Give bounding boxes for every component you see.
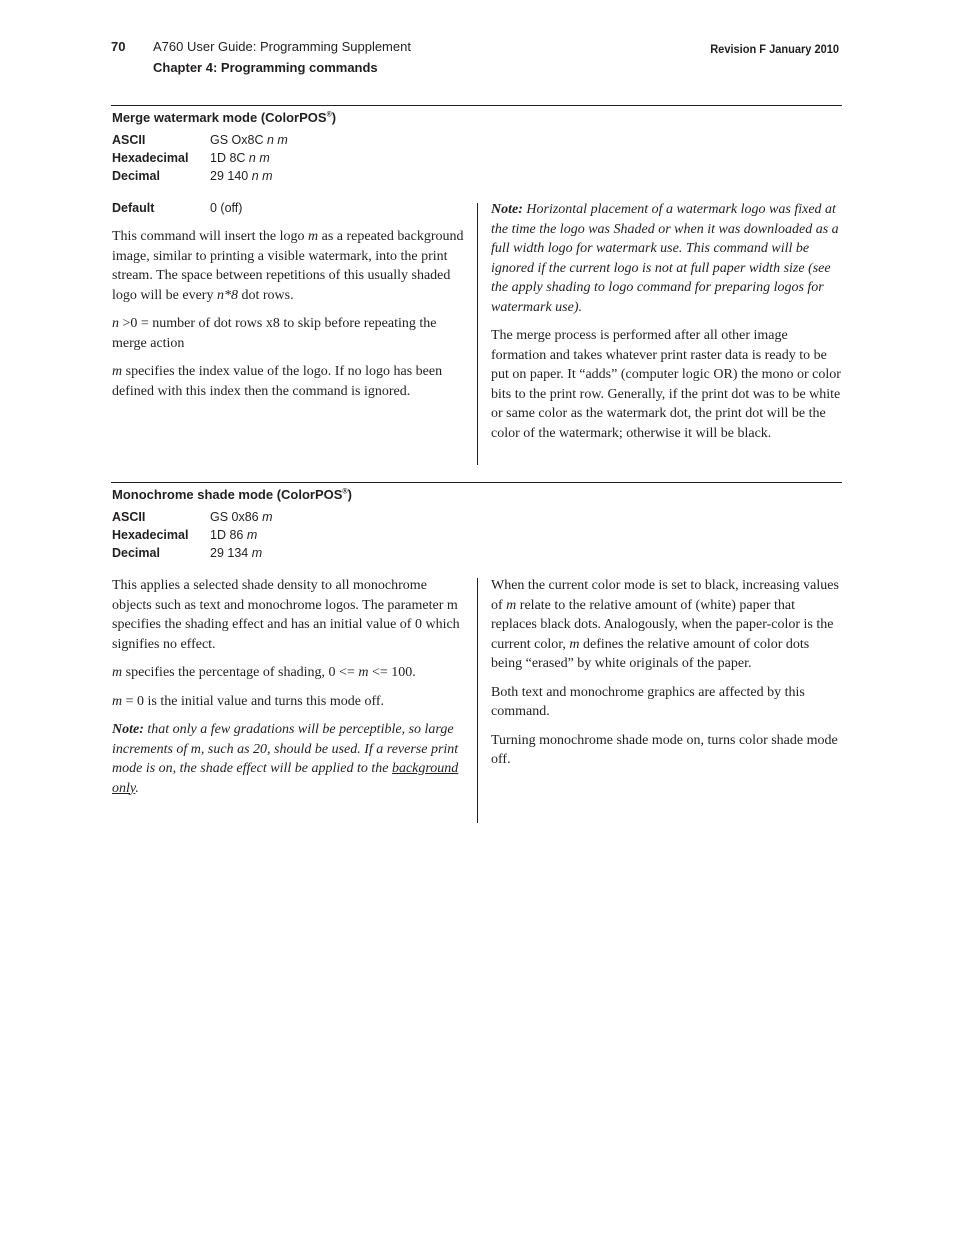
mono-section-title: Monochrome shade mode (ColorPOS®) [112, 487, 352, 502]
code-row-decimal: Decimal 29 134 m [112, 546, 263, 560]
chapter-title: Chapter 4: Programming commands [153, 60, 378, 75]
page-number: 70 [111, 39, 126, 54]
code-row-ascii: ASCII GS 0x86 m [112, 510, 273, 524]
column-divider [477, 203, 478, 465]
mono-paragraph: Both text and monochrome graphics are affected by this command. [491, 684, 805, 719]
code-row-hexadecimal: Hexadecimal 1D 8C n m [112, 151, 270, 165]
merge-left-column [112, 227, 464, 410]
mono-paragraph: Turning monochrome shade mode on, turns color shade mode off. [491, 732, 838, 767]
merge-section-title: Merge watermark mode (ColorPOS®) [112, 110, 337, 125]
mono-paragraph: m specifies the percentage of shading, 0 <= m <= 100. [112, 665, 416, 680]
column-divider [477, 578, 478, 823]
merge-note: Note: Horizontal placement of a watermark logo was fixed at the time the logo was Shaded or when it was downloaded as a full width logo for watermark use. This command will be ignored if the current logo is not at full paper width size (see the apply shading to logo command for preparing logos for watermark use). [491, 202, 839, 315]
code-row-hexadecimal: Hexadecimal 1D 86 m [112, 528, 258, 542]
merge-paragraph: n >0 = number of dot rows x8 to skip before repeating the merge action [112, 316, 437, 351]
merge-command-codes [112, 131, 288, 185]
merge-paragraph: The merge process is performed after all other image formation and takes whatever print raster data is ready to be put on paper. It “adds” (computer logic OR) the mono or color bits to the print row. Generally, if the print dot was to be white or same color as the watermark dot, the print dot will be the color of the watermark; otherwise it will be black. [491, 328, 841, 441]
mono-left-column [112, 576, 464, 807]
mono-paragraph: This applies a selected shade density to all monochrome objects such as text and monochrome logos. The parameter m specifies the shading effect and has an initial value of 0 which signifies no effect. [112, 578, 460, 652]
code-row-ascii: ASCII GS Ox8C n m [112, 133, 288, 147]
revision-label: Revision F January 2010 [710, 42, 839, 56]
mono-paragraph: When the current color mode is set to black, increasing values of m relate to the relative amount of (white) paper that replaces black dots. Analogously, when the paper-color is the current color, m defines the relative amount of color dots being “erased” by white originals of the paper. [491, 578, 839, 671]
guide-title: A760 User Guide: Programming Supplement [153, 39, 411, 54]
mono-note: Note: that only a few gradations will be perceptible, so large increments of m, such as 20, should be used. If a reverse print mode is on, the shade effect will be applied to the background only. [112, 722, 459, 796]
code-row-decimal: Decimal 29 140 n m [112, 169, 273, 183]
section-divider [111, 105, 842, 106]
merge-default: Default 0 (off) [112, 201, 243, 215]
section-divider [111, 482, 842, 483]
mono-right-column [491, 576, 843, 779]
mono-command-codes [112, 508, 273, 562]
merge-paragraph: This command will insert the logo m as a repeated background image, similar to printing a visible watermark, into the print stream. The space between repetitions of this usually shaded logo will be every n*8 dot rows. [112, 229, 464, 303]
mono-paragraph: m = 0 is the initial value and turns this mode off. [112, 693, 385, 709]
merge-right-column [491, 200, 843, 452]
merge-paragraph: m specifies the index value of the logo. If no logo has been defined with this index then the command is ignored. [112, 364, 443, 399]
